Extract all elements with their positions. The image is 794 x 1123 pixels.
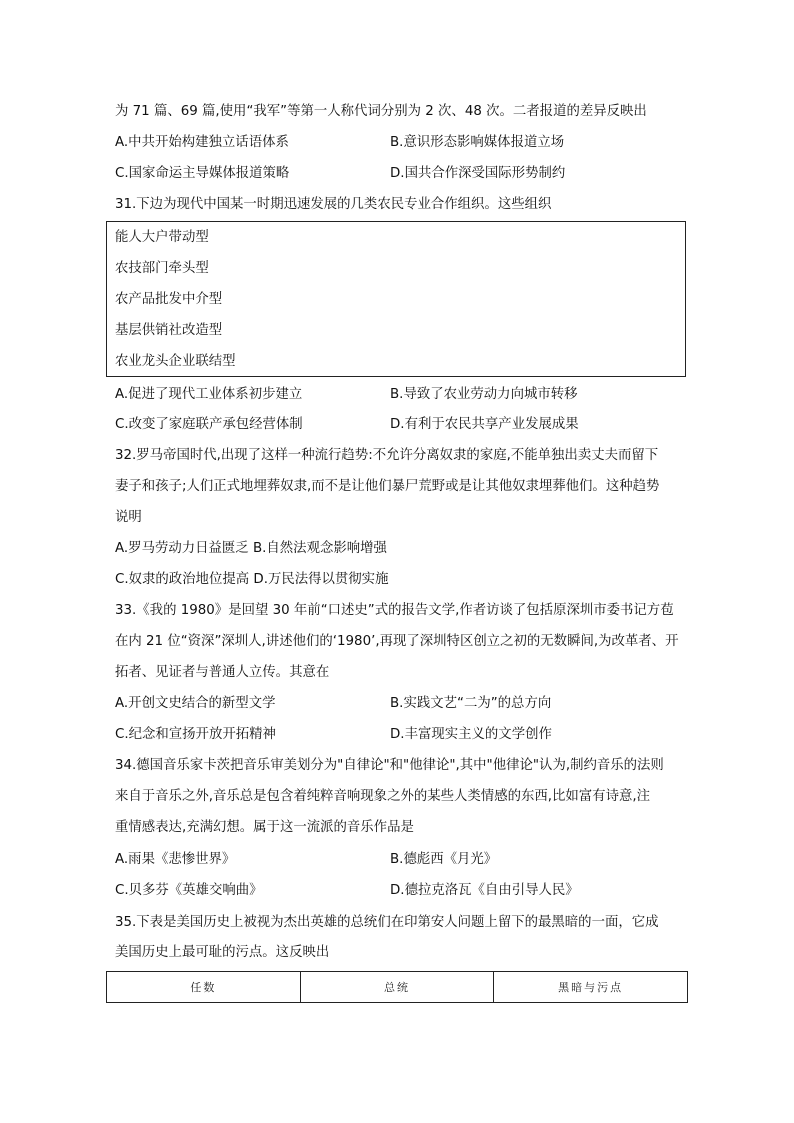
q34-stem-line: 来自于音乐之外,音乐总是包含着纯粹音响现象之外的某些人类情感的东西,比如富有诗意,注	[115, 789, 651, 804]
q31-box-item: 农产品批发中介型	[115, 292, 223, 307]
q31-box-item: 基层供销社改造型	[115, 323, 223, 338]
q31-option-d: D.有利于农民共享产业发展成果	[390, 417, 579, 432]
q30-option-b: B.意识形态影响媒体报道立场	[390, 135, 565, 150]
q33-stem-line: 在内 21 位“资深”深圳人,讲述他们的‘1980’,再现了深圳特区创立之初的无数瞬间,为改革者、开	[115, 634, 679, 649]
q35-table-header-row	[106, 971, 688, 1003]
q35-header-dark-side: 黑暗与污点	[493, 972, 687, 1002]
q34-option-c: C.贝多芬《英雄交响曲》	[115, 883, 263, 898]
q30-option-a: A.中共开始构建独立话语体系	[115, 135, 289, 150]
q31-box-item: 能人大户带动型	[115, 230, 209, 245]
q31-organization-box	[106, 221, 686, 377]
q34-option-b: B.德彪西《月光》	[390, 852, 498, 867]
q31-option-b: B.导致了农业劳动力向城市转移	[390, 387, 578, 402]
q31-box-item: 农业龙头企业联结型	[115, 354, 236, 369]
q34-stem-line: 重情感表达,充满幻想。属于这一流派的音乐作品是	[115, 820, 414, 835]
q31-option-a: A.促进了现代工业体系初步建立	[115, 387, 303, 402]
q32-stem-line: 妻子和孩子;人们正式地埋葬奴隶,而不是让他们暴尸荒野或是让其他奴隶埋葬他们。这种趋势	[115, 479, 660, 494]
q32-options-cd: C.奴隶的政治地位提高 D.万民法得以贯彻实施	[115, 572, 389, 587]
q33-option-c: C.纪念和宣扬开放开拓精神	[115, 727, 276, 742]
q34-stem-line: 34.德国音乐家卡茨把音乐审美划分为"自律论"和"他律论",其中"他律论"认为,制约音乐的法则	[115, 758, 664, 773]
q33-option-a: A.开创文史结合的新型文学	[115, 696, 276, 711]
q32-stem-line: 32.罗马帝国时代,出现了这样一种流行趋势:不允许分离奴隶的家庭,不能单独出卖丈夫而留下	[115, 448, 659, 463]
q34-option-a: A.雨果《悲惨世界》	[115, 852, 236, 867]
q35-header-term: 任数	[190, 981, 217, 994]
q33-option-b: B.实践文艺“二为”的总方向	[390, 696, 552, 711]
q31-stem: 31.下边为现代中国某一时期迅速发展的几类农民专业合作组织。这些组织	[115, 197, 552, 212]
q32-stem-line: 说明	[115, 510, 142, 525]
q32-options-ab: A.罗马劳动力日益匮乏 B.自然法观念影响增强	[115, 541, 387, 556]
q30-option-d: D.国共合作深受国际形势制约	[390, 166, 566, 181]
q35-stem-line: 35.下表是美国历史上被视为杰出英雄的总统们在印第安人问题上留下的最黑暗的一面，它成	[115, 915, 659, 930]
q33-stem-line: 拓者、见证者与普通人立传。其意在	[115, 665, 330, 680]
q30-stem-tail: 为 71 篇、69 篇,使用“我军”等第一人称代词分别为 2 次、48 次。二者报道的差异反映出	[115, 104, 647, 119]
q33-option-d: D.丰富现实主义的文学创作	[390, 727, 552, 742]
q30-option-c: C.国家命运主导媒体报道策略	[115, 166, 290, 181]
q35-stem-line: 美国历史上最可耻的污点。这反映出	[115, 945, 330, 960]
q34-option-d: D.德拉克洛瓦《自由引导人民》	[390, 883, 579, 898]
q35-header-president: 总统	[300, 972, 494, 1002]
q31-option-c: C.改变了家庭联产承包经营体制	[115, 417, 303, 432]
q33-stem-line: 33.《我的 1980》是回望 30 年前“口述史”式的报告文学,作者访谈了包括原深圳市委书记方苞	[115, 603, 674, 618]
q31-box-item: 农技部门牵头型	[115, 261, 209, 276]
